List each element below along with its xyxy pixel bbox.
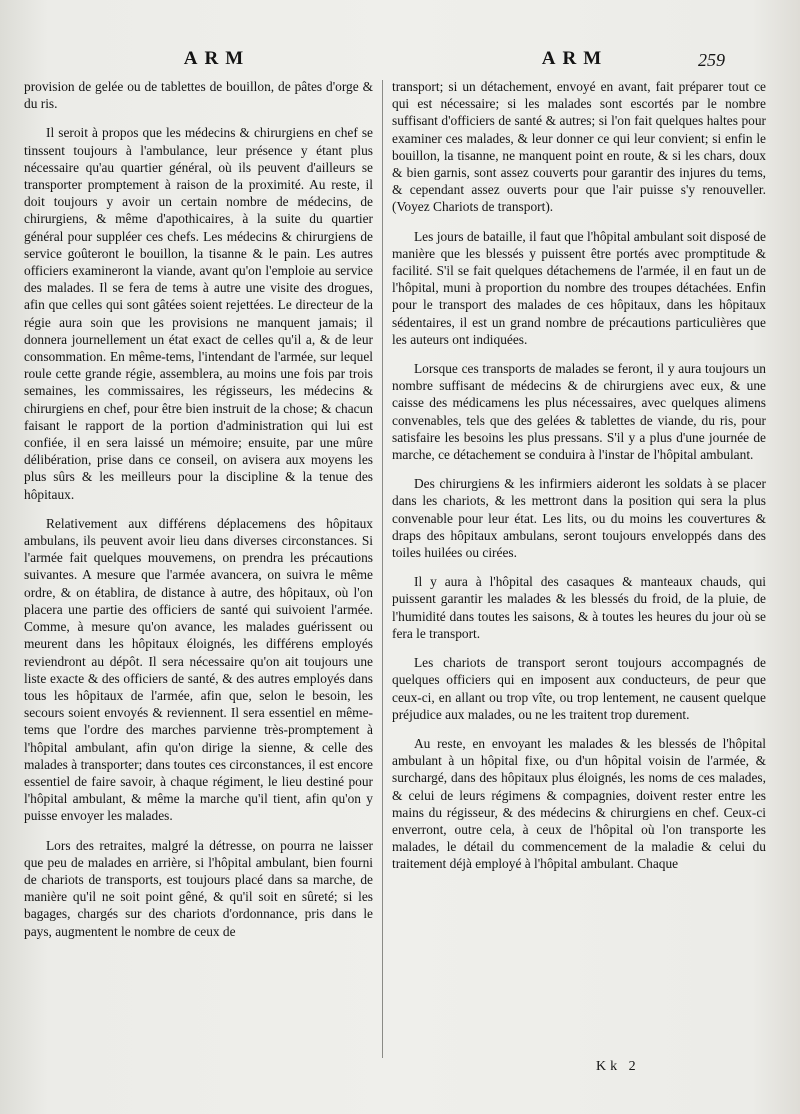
right-paragraph-7: Au reste, en envoyant les malades & les blessés de l'hôpital ambulant à un hôpital fixe, ou d'un hôpital voisin de l'armée, & surchargé, dans des hôpitaux plus éloignés, les noms de ces malades, & celui de leurs régimens & compagnies, doivent rester entre les mains du régisseur, & des médecins & chirurgiens en chef. Ceux-ci enverront, outre cela, à ceux de l'hôpital où l'on transporte les malades, le détail du commencement de la maladie & celui du traitement déjà employé à l'hôpital ambulant. Chaque (392, 735, 766, 872)
left-paragraph-1: provision de gelée ou de tablettes de bouillon, de pâtes d'orge & du ris. (24, 79, 373, 112)
left-paragraph-4: Lors des retraites, malgré la détresse, on pourra ne laisser que peu de malades en arrière, si l'hôpital ambulant, bien fourni de chariots de transports, est toujours placé dans sa marche, de manière qu'il ne soit point gêné, & qu'il soit en sûreté; si les bagages, chargés sur des chariots d'ordonnance, pris dans le pays, augmentent le nombre de ceux de (24, 837, 373, 939)
column-divider (382, 80, 383, 1058)
right-paragraph-4: Des chirurgiens & les infirmiers aideront les soldats à se placer dans les chariots, & les mettront dans la position qui sera la plus convenable pour leur état. Les lits, ou du moins les couvertures & draps des hôpitaux ambulans, seront toujours enveloppés dans des toiles huilées ou cirées. (392, 476, 766, 561)
signature-mark: Kk 2 (596, 1059, 640, 1074)
right-paragraph-2: Les jours de bataille, il faut que l'hôpital ambulant soit disposé de manière que les blessés y puissent être portés avec promptitude & facilité. S'il se fait quelques détachemens de l'armée, il en faut un de l'hôpital, muni à proportion du nombre des troupes détachées. Enfin pour le transport des malades de ces hôpitaux, dans les hôpitaux sédentaires, il est un grand nombre de précautions particulières que les auteurs ont indiquées. (392, 228, 766, 347)
page-number: 259 (698, 50, 725, 70)
right-paragraph-3: Lorsque ces transports de malades se feront, il y aura toujours un nombre suffisant de médecins & de chirurgiens avec eux, & une caisse des médicamens les plus nécessaires, avec quelques alimens convenables, tels que des gelées & tablettes de viande, du ris, pour satisfaire les besoins les plus pressans. S'il y a plus d'une journée de marche, ce détachement se conduira à l'instar de l'hôpital ambulant. (392, 361, 766, 463)
left-column (24, 78, 373, 1074)
right-column (392, 78, 766, 1074)
right-paragraph-5: Il y aura à l'hôpital des casaques & manteaux chauds, qui puissent garantir les malades & les blessés du froid, de la pluie, de l'humidité dans toutes les saisons, & à toutes les heures du jour où se fera le transport. (392, 574, 766, 641)
left-paragraph-3: Relativement aux différens déplacemens des hôpitaux ambulans, ils peuvent avoir lieu dans diverses circonstances. Si l'armée fait quelques mouvemens, on prendra les précautions suivantes. A mesure que l'armée avancera, on suivra le même ordre, & on établira, de distance à autre, des hôpitaux, où l'on placera une partie des officiers de santé qui suivoient l'armée. Comme, à mesure qu'on avance, les malades guérissent ou meurent dans les hôpitaux éloignés, les différens employés reviendront au dépôt. Il sera nécessaire qu'on ait toujours une liste exacte & des officiers de santé, & des autres employés dans tous les hôpitaux de l'armée, afin que, selon le besoin, les secours soient envoyés & reviennent. Il sera essentiel en même-tems que l'ordre des marches parvienne très-promptement à l'hôpital ambulant, afin qu'on dirige la sienne, & celle des malades à transporter; dans toutes ces circonstances, il est encore essentiel de faire savoir, à chaque régiment, le lieu destiné pour l'hôpital ambulant, & même la marche qu'il tient, afin qu'on y puisse envoyer les malades. (24, 515, 373, 824)
left-paragraph-2: Il seroit à propos que les médecins & chirurgiens en chef se tinssent toujours à l'ambulance, leur présence y étant plus nécessaire qu'au quartier général, où ils peuvent d'ailleurs se transporter promptement à raison de la proximité. Au reste, il doit toujours y avoir un certain nombre de médecins, de chirurgiens, & même d'apothicaires, à la suite du quartier général pour suppléer ces chefs. Les médecins & chirurgiens de service goûteront le bouillon, la tisanne & le pain. Les autres officiers examineront la viande, avant qu'on l'emploie au service des malades. Il se fera de tems à autre une visite des drogues, afin que celles qui sont gâtées soient rejettées. Le directeur de la régie aura soin que les provisions ne manquent jamais; il donnera journellement un état exact de celles qu'il a, & de leur consommation. En même-tems, l'intendant de l'armée, sur lequel roule cette grande régie, assemblera, au moins une fois par trois semaines, les commissaires, les régisseurs, les médecins & chirurgiens en chef, pour être bien instruit de la chose; & chacun faisant le rapport de la portion d'administration qui lui est confiée, il en sera laissé un mémoire; ensuite, par une mûre délibération, prise dans ce conseil, on avisera aux moyens les plus sûrs & les meilleurs pour la discipline & la tenue des hôpitaux. (24, 125, 373, 502)
right-paragraph-1: transport; si un détachement, envoyé en avant, fait préparer tout ce qui est nécessaire; si les malades sont escortés par le nombre suffisant d'officiers de santé & autres; si l'on fait quelques haltes pour examiner ces malades, & leur donner ce qui leur convient; si enfin le bouillon, la tisanne, ne manquent point en route, & si les chars, doux & bien garnis, sont assez couverts pour garantir des injures du tems, & cependant assez ouverts pour que l'air puisse s'y renouveller. (Voyez Chariots de transport). (392, 79, 766, 215)
running-head-right: ARM (541, 48, 609, 69)
running-head-left: ARM (183, 48, 251, 69)
right-paragraph-6: Les chariots de transport seront toujours accompagnés de quelques officiers qui en imposent aux conducteurs, de peur que ceux-ci, en allant ou trop vîte, ou trop lentement, ne causent quelque préjudice aux malades, ou ne les traitent trop durement. (392, 655, 766, 722)
